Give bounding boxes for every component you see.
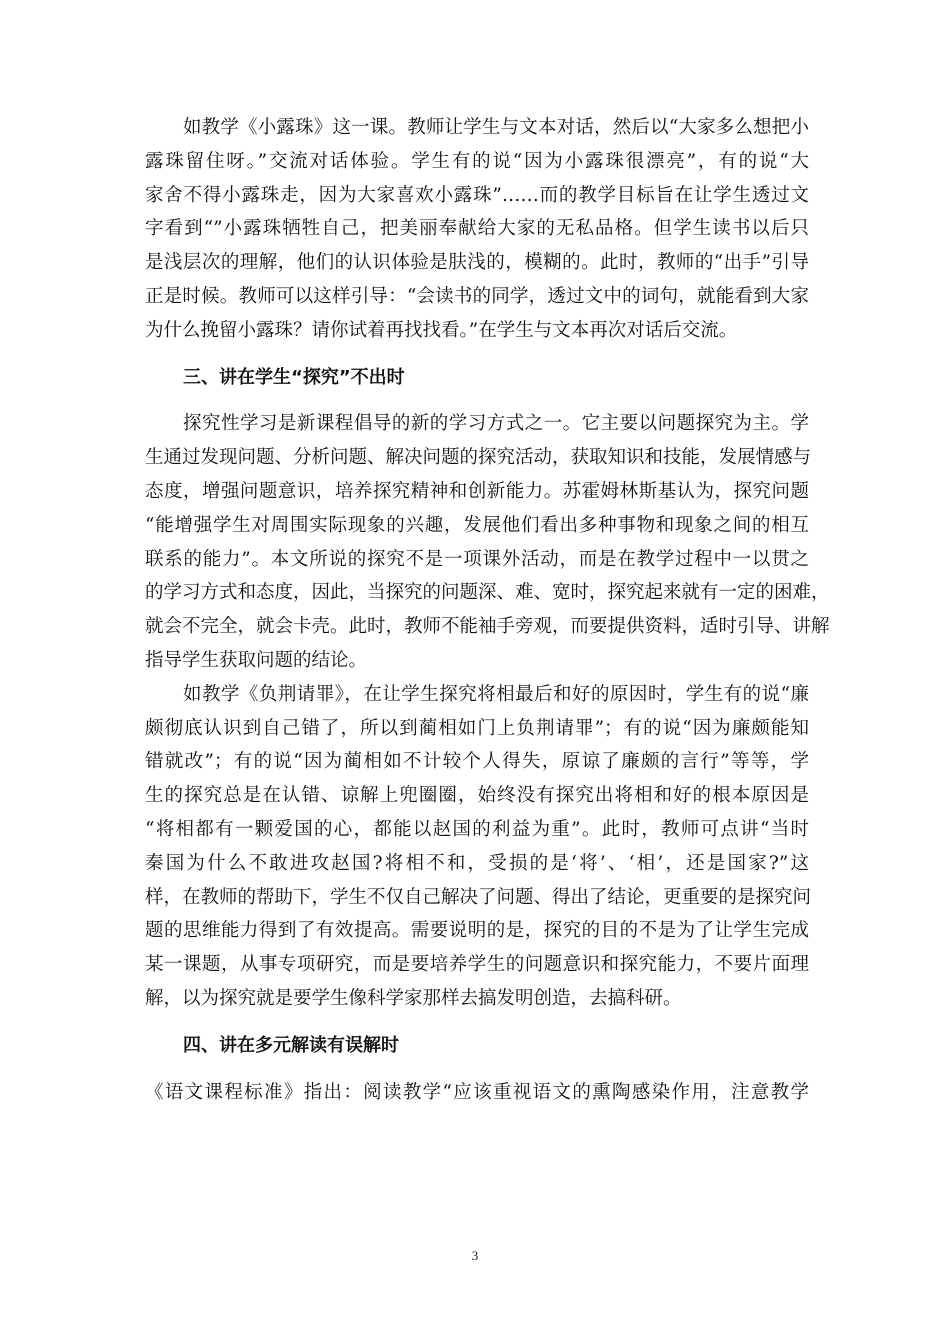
paragraph-line: 指导学生获取问题的结论。 (145, 649, 368, 671)
paragraph-curriculum-standard (145, 1076, 809, 1110)
paragraph-line: 家舍不得小露珠走，因为大家喜欢小露珠”……而的教学目标旨在让学生透过文 (145, 184, 809, 206)
paragraph-line: 为什么挽留小露珠？请你试着再找找看。”在学生与文本再次对话后交流。 (145, 319, 738, 341)
paragraph-inquiry-learning (145, 407, 830, 677)
paragraph-line: “将相都有一颗爱国的心，都能以赵国的利益为重”。此时，教师可点讲“当时 (145, 818, 809, 840)
paragraph-line: 态度，增强问题意识，培养探究精神和创新能力。苏霍姆林斯基认为，探究问题 (145, 480, 809, 502)
paragraph-line: 《语文课程标准》指出：阅读教学“应该重视语文的熏陶感染作用，注意教学 (145, 1081, 809, 1103)
paragraph-line: 生的探究总是在认错、谅解上兜圈圈，始终没有探究出将相和好的根本原因是 (145, 785, 809, 807)
paragraph-line: 探究性学习是新课程倡导的新的学习方式之一。它主要以问题探究为主。学 (183, 413, 809, 435)
paragraph-line: 秦国为什么不敢进攻赵国?将相不和，受损的是‘将’、‘相’，还是国家?”这 (145, 852, 809, 874)
paragraph-line: 如教学《小露珠》这一课。教师让学生与文本对话，然后以“大家多么想把小 (183, 117, 809, 138)
document-body (145, 111, 830, 1109)
paragraph-line: 样，在教师的帮助下，学生不仅自己解决了问题、得出了结论，更重要的是探究问 (145, 886, 812, 908)
paragraph-line: 如教学《负荆请罪》，在让学生探究将相最后和好的原因时，学生有的说“廉 (183, 683, 809, 705)
paragraph-line: 就会不完全，就会卡壳。此时，教师不能袖手旁观，而要提供资料，适时引导、讲解 (145, 616, 830, 638)
paragraph-line: 是浅层次的理解，他们的认识体验是肤浅的，模糊的。此时，教师的“出手”引导 (145, 252, 809, 274)
paragraph-xiaoluzhu-example (145, 111, 809, 348)
paragraph-line: 解，以为探究就是要学生像科学家那样去搞发明创造，去搞科研。 (145, 987, 682, 1009)
paragraph-line: 的学习方式和态度，因此，当探究的问题深、难、宽时，探究起来就有一定的困难， (145, 582, 830, 604)
paragraph-line: 颇彻底认识到自己错了，所以到蔺相如门上负荆请罪”；有的说“因为廉颇能知 (145, 717, 809, 739)
section-heading-inquiry: 三、讲在学生“探究”不出时 (183, 366, 405, 388)
paragraph-line: 错就改”；有的说“因为蔺相如不计较个人得失，原谅了廉颇的言行”等等，学 (145, 751, 809, 773)
paragraph-line: 生通过发现问题、分析问题、解决问题的探究活动，获取知识和技能，发展情感与 (145, 447, 812, 469)
paragraph-line: “能增强学生对周围实际现象的兴趣，发展他们看出多种事物和现象之间的相互 (145, 514, 809, 536)
paragraph-line: 某一课题，从事专项研究，而是要培养学生的问题意识和探究能力，不要片面理 (145, 954, 809, 976)
paragraph-line: 正是时候。教师可以这样引导：“会读书的同学，透过文中的词句，就能看到大家 (145, 285, 809, 307)
paragraph-line: 题的思维能力得到了有效提高。需要说明的是，探究的目的不是为了让学生完成 (145, 920, 809, 942)
paragraph-line: 字看到“”小露珠牺牲自己，把美丽奉献给大家的无私品格。但学生读书以后只 (145, 218, 809, 240)
paragraph-fujingqingzui-example (145, 678, 812, 1016)
section-heading-interpretation: 四、讲在多元解读有误解时 (183, 1034, 399, 1056)
paragraph-line: 露珠留住呀。”交流对话体验。学生有的说“因为小露珠很漂亮”，有的说“大 (145, 150, 809, 172)
paragraph-line: 联系的能力”。本文所说的探究不是一项课外活动，而是在教学过程中一以贯之 (145, 548, 809, 570)
page-number: 3 (471, 1248, 479, 1263)
